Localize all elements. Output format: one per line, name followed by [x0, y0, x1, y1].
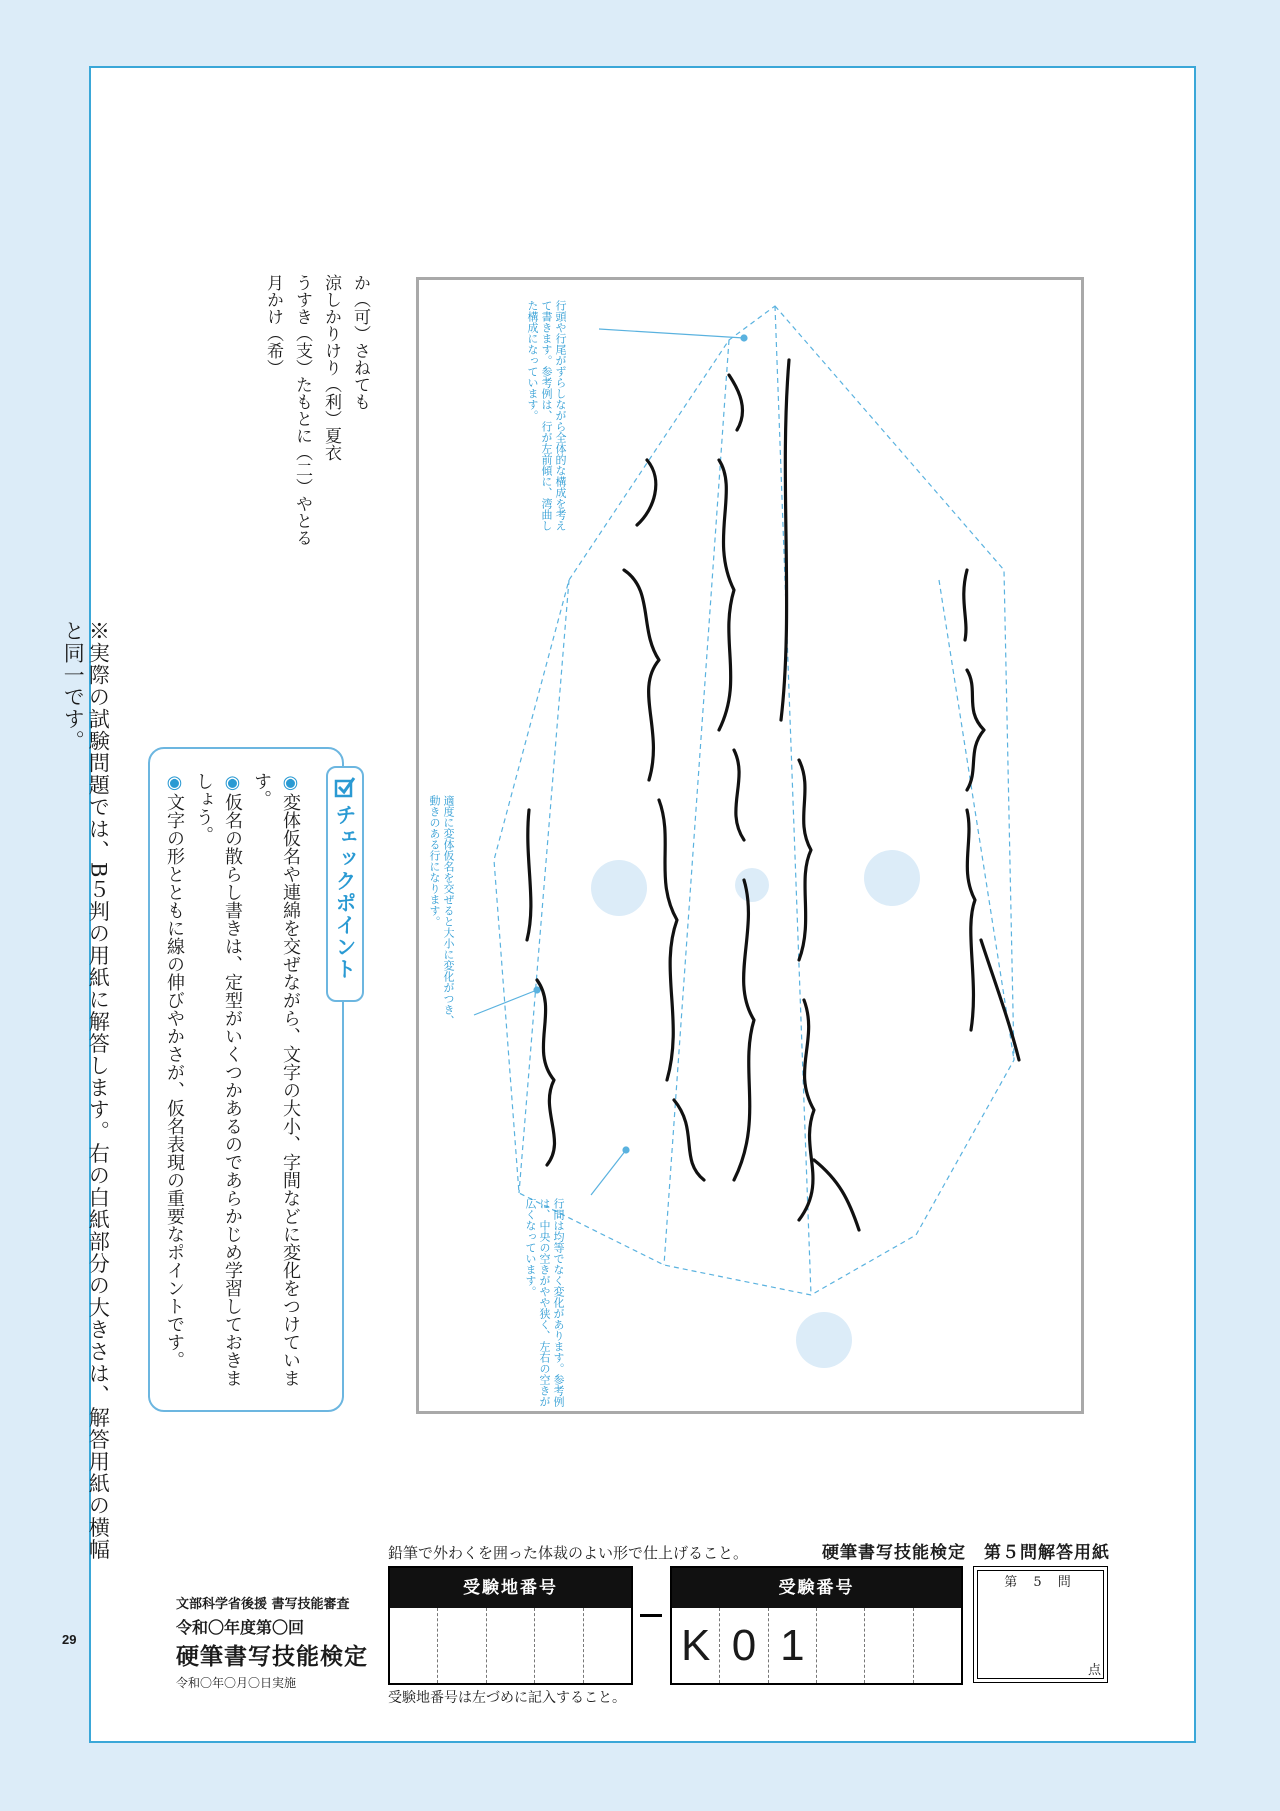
checkpoint-item: ◉文字の形とともに線の伸びやかさが、仮名表現の重要なポイントです。	[164, 772, 185, 1369]
bullet-icon: ◉	[222, 772, 243, 793]
answer-sheet-title: 硬筆書写技能検定 第５問解答用紙	[822, 1543, 1110, 1563]
decor-dot	[735, 868, 769, 902]
calligraphy-sample-sheet	[416, 277, 1084, 1414]
area-number-label: 受験地番号	[390, 1568, 631, 1608]
decor-dot	[796, 1312, 852, 1368]
exam-info	[176, 1593, 368, 1691]
calligraphy-drawing	[419, 280, 1081, 1411]
bullet-icon: ◉	[280, 772, 301, 793]
exam-number-cell[interactable]	[914, 1608, 961, 1683]
exam-name: 硬筆書写技能検定	[176, 1643, 368, 1670]
area-number-cell[interactable]	[584, 1608, 631, 1683]
exam-number-box	[670, 1566, 963, 1685]
area-number-box	[388, 1566, 633, 1685]
exam-number-label: 受験番号	[672, 1568, 961, 1608]
exam-number-cell: 1	[769, 1608, 817, 1683]
decor-dot	[591, 860, 647, 916]
exam-date: 令和〇年〇月〇日実施	[176, 1676, 297, 1690]
area-number-cell[interactable]	[535, 1608, 583, 1683]
checkpoint-list	[160, 772, 305, 1397]
area-number-cell[interactable]	[487, 1608, 535, 1683]
question-label: 第 5 問	[1004, 1575, 1077, 1590]
poem-line: 涼しかりけり（利）夏衣	[321, 274, 341, 461]
poem-line: うすき（支）たもとに（二）やとる	[292, 274, 312, 546]
annotation-top: 行頭や行尾がずらしながら全体的な構成を考えて書きます。参考例は、行が左前傾に、湾曲した構成になっています。	[526, 300, 567, 531]
checkbox-check-icon	[334, 776, 356, 798]
exam-number-cell: 0	[720, 1608, 768, 1683]
instruction-text: 鉛筆で外わくを囲った体裁のよい形で仕上げること。	[388, 1544, 749, 1562]
session-text: 令和〇年度第〇回	[176, 1618, 305, 1637]
side-note: ※実際の試験問題では、B５判の用紙に解答します。右の白紙部分の大きさは、解答用紙の横幅と同一です。	[61, 620, 111, 1561]
annotation-middle: 適度に変体仮名を交ぜると大小に変化がつき、動きのある行になります。	[428, 795, 455, 1026]
score-box	[973, 1566, 1108, 1683]
checkpoint-item: ◉仮名の散らし書きは、定型がいくつかあるのであらかじめ学習しておきましょう。	[193, 772, 243, 1387]
checkpoint-title: チェックポイント	[333, 804, 357, 980]
exam-number-cell: K	[672, 1608, 720, 1683]
brush-strokes	[527, 360, 1019, 1230]
decor-dot	[864, 850, 920, 906]
bullet-icon: ◉	[164, 772, 185, 793]
checkpoint-title-tab	[326, 766, 364, 1002]
score-unit: 点	[1087, 1663, 1101, 1678]
checkpoint-item: ◉変体仮名や連綿を交ぜながら、文字の大小、字間などに変化をつけています。	[251, 772, 301, 1387]
exam-number-cell[interactable]	[817, 1608, 865, 1683]
number-separator-dash	[640, 1614, 662, 1617]
poem-text	[258, 274, 374, 574]
annotation-bottom: 行間は均等でなく変化があります。参考例は、中央の空きがやや狭く、左右の空きが広くなっています。	[524, 1198, 565, 1407]
leader-lines	[474, 329, 747, 1195]
poem-line: か（可）さねても	[350, 274, 370, 410]
exam-number-cell[interactable]	[865, 1608, 913, 1683]
answer-sheet-header	[388, 1538, 1110, 1563]
poem-line: 月かけ（希）	[263, 274, 283, 376]
area-number-cell[interactable]	[390, 1608, 438, 1683]
area-number-cell[interactable]	[438, 1608, 486, 1683]
composition-guide	[494, 306, 1014, 1295]
area-number-note: 受験地番号は左づめに記入すること。	[388, 1690, 626, 1706]
page-number: 29	[62, 1632, 77, 1647]
sponsor-text: 文部科学省後援 書写技能審査	[176, 1597, 350, 1612]
